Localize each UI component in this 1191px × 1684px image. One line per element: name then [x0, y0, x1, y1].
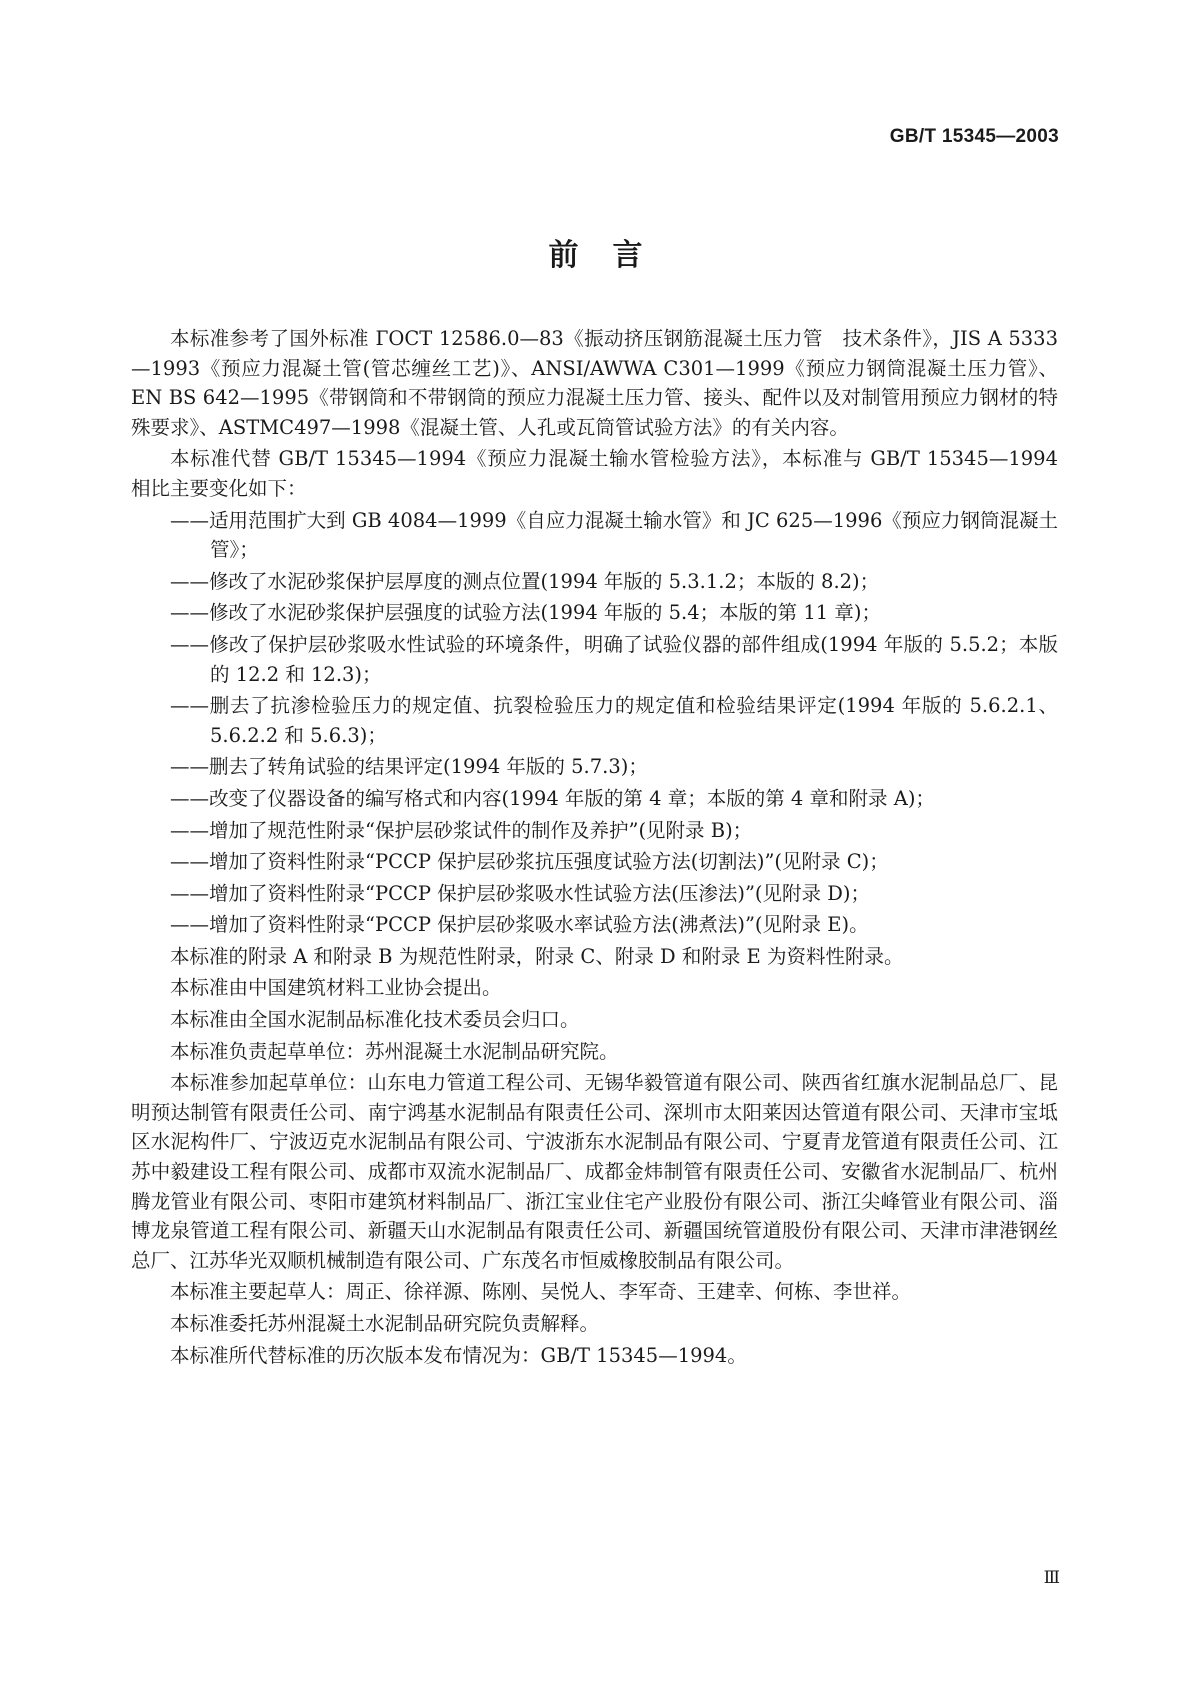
- changes-list: [131, 506, 1058, 940]
- change-item: ——增加了资料性附录“PCCP 保护层砂浆吸水性试验方法(压渗法)”(见附录 D)；: [170, 881, 870, 905]
- page-number: Ⅲ: [1043, 1568, 1060, 1588]
- paragraph-drafting-unit: 本标准负责起草单位：苏州混凝土水泥制品研究院。: [170, 1039, 619, 1063]
- paragraph-interpretation: 本标准委托苏州混凝土水泥制品研究院负责解释。: [170, 1312, 600, 1335]
- paragraph-history: 本标准所代替标准的历次版本发布情况为：GB/T 15345—1994。: [170, 1343, 747, 1367]
- page-title: 前言: [548, 238, 677, 273]
- change-item: ——删去了抗渗检验压力的规定值、抗裂检验压力的规定值和检验结果评定(1994 年版的 5.6.2.1、5.6.2.2 和 5.6.3)；: [170, 694, 1058, 747]
- change-item: ——适用范围扩大到 GB 4084—1999《自应力混凝土输水管》和 JC 625—1996《预应力钢筒混凝土管》；: [170, 508, 1058, 562]
- paragraph-drafters: 本标准主要起草人：周正、徐祥源、陈刚、吴悦人、李军奇、王建幸、何栋、李世祥。: [170, 1280, 912, 1304]
- change-item: ——改变了仪器设备的编写格式和内容(1994 年版的第 4 章；本版的第 4 章和附录 A)；: [170, 786, 935, 810]
- change-item: ——修改了保护层砂浆吸水性试验的环境条件，明确了试验仪器的部件组成(1994 年版的 5.5.2；本版的 12.2 和 12.3)；: [170, 632, 1058, 686]
- change-item: ——删去了转角试验的结果评定(1994 年版的 5.7.3)；: [170, 755, 648, 779]
- change-item: ——增加了资料性附录“PCCP 保护层砂浆抗压强度试验方法(切割法)”(见附录 C)；: [170, 850, 889, 874]
- change-item: ——修改了水泥砂浆保护层强度的试验方法(1994 年版的 5.4；本版的第 11 章)；: [170, 601, 881, 625]
- paragraph-proposed-by: 本标准由中国建筑材料工业协会提出。: [170, 976, 502, 1000]
- standard-number: GB/T 15345—2003: [889, 126, 1059, 147]
- paragraph-annexes: 本标准的附录 A 和附录 B 为规范性附录，附录 C、附录 D 和附录 E 为资料性附录。: [170, 944, 904, 968]
- change-item: ——修改了水泥砂浆保护层厚度的测点位置(1994 年版的 5.3.1.2；本版的 8.2)；: [170, 569, 880, 593]
- document-body: [131, 324, 1058, 1372]
- change-item: ——增加了规范性附录“保护层砂浆试件的制作及养护”(见附录 B)；: [170, 818, 753, 842]
- paragraph-administered-by: 本标准由全国水泥制品标准化技术委员会归口。: [170, 1008, 580, 1032]
- change-item: ——增加了资料性附录“PCCP 保护层砂浆吸水率试验方法(沸煮法)”(见附录 E)。: [170, 913, 869, 937]
- paragraph-replaces: 本标准代替 GB/T 15345—1994《预应力混凝土输水管检验方法》，本标准与 GB/T 15345—1994 相比主要变化如下：: [131, 447, 1058, 500]
- paragraph-participating-units: 本标准参加起草单位：山东电力管道工程公司、无锡华毅管道有限公司、陕西省红旗水泥制品总厂、昆明预达制管有限责任公司、南宁鸿基水泥制品有限责任公司、深圳市太阳莱因达管道有限公司、天津市宝坻区水泥构件厂、宁波迈克水泥制品有限公司、宁波浙东水泥制品有限公司、宁夏青龙管道有限责任公司、江苏中毅建设工程有限公司、成都市双流水泥制品厂、成都金炜制管有限责任公司、安徽省水泥制品厂、杭州腾龙管业有限公司、枣阳市建筑材料制品厂、浙江宝业住宅产业股份有限公司、浙江尖峰管业有限公司、淄博龙泉管道工程有限公司、新疆天山水泥制品有限责任公司、新疆国统管道股份有限公司、天津市津港钢丝总厂、江苏华光双顺机械制造有限公司、广东茂名市恒威橡胶制品有限公司。: [131, 1071, 1058, 1272]
- paragraph-references: 本标准参考了国外标准 ГОСТ 12586.0—83《振动挤压钢筋混凝土压力管 技术条件》，JIS A 5333—1993《预应力混凝土管(管芯缠丝工艺)》、ANSI/AWWA C301—1999《预应力钢筒混凝土压力管》、EN BS 642—1995《带钢筒和不带钢筒的预应力混凝土压力管、接头、配件以及对制管用预应力钢材的特殊要求》、ASTMC497—1998《混凝土管、人孔或瓦筒管试验方法》的有关内容。: [131, 327, 1058, 439]
